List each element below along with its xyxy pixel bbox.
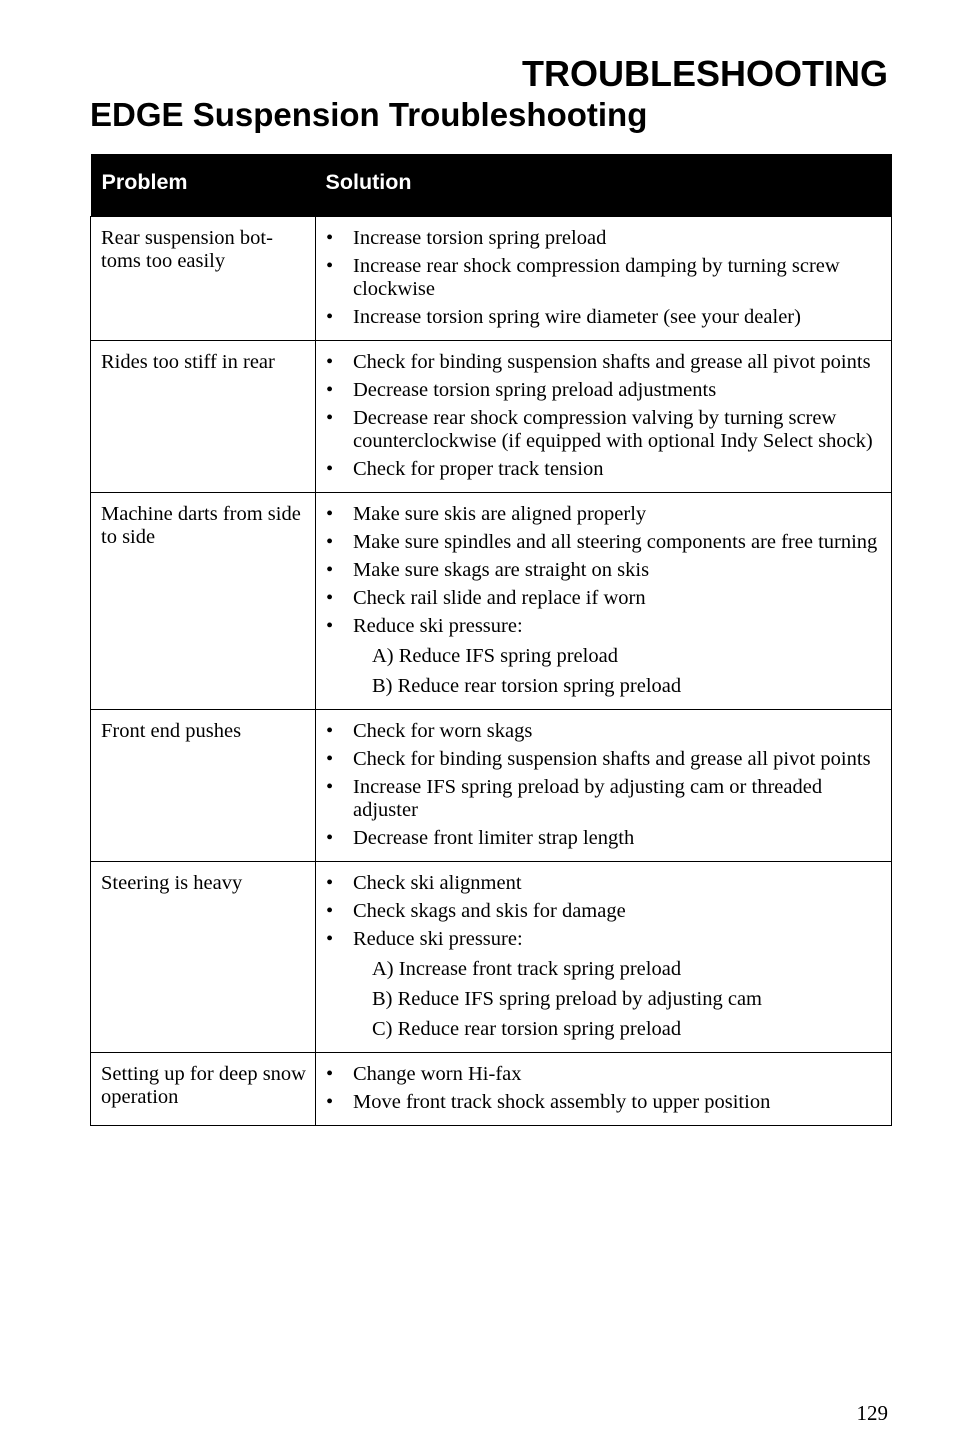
bullet-icon: •: [326, 351, 334, 373]
table-row: [91, 217, 892, 341]
problem-cell: [91, 710, 316, 862]
bullet-icon: •: [326, 1091, 334, 1113]
solution-item: [325, 748, 883, 771]
bullet-icon: •: [326, 615, 334, 637]
solution-list: [325, 351, 883, 481]
problem-text: Rear suspension bot- toms too easily: [101, 227, 273, 272]
solution-item: [325, 306, 883, 329]
solution-list: [325, 503, 883, 698]
page-title: EDGE Suspension Troubleshooting: [90, 96, 648, 133]
solution-item: [325, 559, 883, 582]
solution-text: Decrease front limiter strap length: [353, 827, 635, 849]
table-body: [91, 217, 892, 1126]
solution-cell: [316, 493, 892, 710]
problem-cell: [91, 1053, 316, 1126]
bullet-icon: •: [326, 720, 334, 742]
solution-text: Make sure skags are straight on skis: [353, 559, 650, 581]
solution-text: Increase torsion spring wire diameter (see your dealer): [353, 306, 801, 328]
sub-step: B) Reduce rear torsion spring preload: [372, 675, 682, 697]
bullet-icon: •: [326, 1063, 334, 1085]
solution-text: Check skags and skis for damage: [353, 900, 626, 922]
solution-item: [325, 587, 883, 610]
solution-text: Make sure skis are aligned properly: [353, 503, 647, 525]
bullet-icon: •: [326, 587, 334, 609]
troubleshooting-table: [90, 154, 892, 1126]
solution-text: Check rail slide and replace if worn: [353, 587, 646, 609]
section-title: TROUBLESHOOTING: [522, 53, 888, 94]
problem-text: Steering is heavy: [101, 872, 243, 894]
bullet-icon: •: [326, 748, 334, 770]
solution-item: [325, 531, 883, 554]
table-row: [91, 493, 892, 710]
solution-item: [325, 928, 883, 1041]
problem-text: Rides too stiff in rear: [101, 351, 275, 373]
solution-item: [325, 458, 883, 481]
solution-item: [325, 227, 883, 250]
solution-item: [325, 1063, 883, 1086]
solution-item: [325, 900, 883, 923]
solution-text: Reduce ski pressure:: [353, 615, 523, 637]
problem-text: Front end pushes: [101, 720, 242, 742]
solution-item: [325, 351, 883, 374]
solution-text: Make sure spindles and all steering components are free turning: [353, 531, 878, 553]
solution-item: [325, 720, 883, 743]
table-row: [91, 710, 892, 862]
solution-item: [325, 776, 883, 822]
solution-item: [325, 503, 883, 526]
solution-text: Check for binding suspension shafts and grease all pivot points: [353, 351, 871, 373]
bullet-icon: •: [326, 776, 334, 798]
sub-step: A) Reduce IFS spring preload: [372, 645, 618, 667]
solution-text: Check for binding suspension shafts and grease all pivot points: [353, 748, 871, 770]
bullet-icon: •: [326, 503, 334, 525]
table-header: [91, 154, 892, 217]
solution-text: Decrease rear shock compression valving by turning screw counterclockwise (if equipped with optional Indy Select shock): [353, 407, 873, 452]
solution-item: [325, 1091, 883, 1114]
solution-text: Check for worn skags: [353, 720, 533, 742]
bullet-icon: •: [326, 407, 334, 429]
solution-cell: [316, 1053, 892, 1126]
page-number: 129: [856, 1401, 888, 1425]
sub-step: B) Reduce IFS spring preload by adjusting cam: [372, 988, 763, 1010]
solution-item: [325, 255, 883, 301]
problem-text: Machine darts from side to side: [101, 503, 301, 548]
bullet-icon: •: [326, 827, 334, 849]
solution-text: Increase IFS spring preload by adjusting cam or threaded adjuster: [353, 776, 823, 821]
bullet-icon: •: [326, 531, 334, 553]
solution-cell: [316, 217, 892, 341]
solution-item: [325, 872, 883, 895]
problem-cell: [91, 493, 316, 710]
solution-item: [325, 615, 883, 698]
bullet-icon: •: [326, 306, 334, 328]
sub-step: A) Increase front track spring preload: [372, 958, 682, 980]
bullet-icon: •: [326, 227, 334, 249]
solution-text: Increase rear shock compression damping by turning screw clockwise: [353, 255, 840, 300]
solution-text: Move front track shock assembly to upper position: [353, 1091, 771, 1113]
problem-cell: [91, 217, 316, 341]
solution-item: [325, 379, 883, 402]
solution-list: [325, 1063, 883, 1114]
solution-text: Change worn Hi-fax: [353, 1063, 522, 1085]
bullet-icon: •: [326, 900, 334, 922]
solution-list: [325, 720, 883, 850]
solution-text: Check for proper track tension: [353, 458, 604, 480]
problem-cell: [91, 862, 316, 1053]
solution-text: Reduce ski pressure:: [353, 928, 523, 950]
column-header-problem: Problem: [91, 154, 316, 217]
solution-text: Check ski alignment: [353, 872, 522, 894]
solution-list: [325, 872, 883, 1041]
table-row: [91, 341, 892, 493]
solution-item: [325, 407, 883, 453]
table-row: [91, 1053, 892, 1126]
bullet-icon: •: [326, 559, 334, 581]
bullet-icon: •: [326, 255, 334, 277]
problem-cell: [91, 341, 316, 493]
sub-step: C) Reduce rear torsion spring preload: [372, 1018, 682, 1040]
bullet-icon: •: [326, 872, 334, 894]
solution-cell: [316, 341, 892, 493]
solution-text: Decrease torsion spring preload adjustments: [353, 379, 717, 401]
solution-text: Increase torsion spring preload: [353, 227, 607, 249]
bullet-icon: •: [326, 928, 334, 950]
bullet-icon: •: [326, 458, 334, 480]
solution-cell: [316, 862, 892, 1053]
problem-text: Setting up for deep snow operation: [101, 1063, 306, 1108]
bullet-icon: •: [326, 379, 334, 401]
table-row: [91, 862, 892, 1053]
solution-cell: [316, 710, 892, 862]
solution-item: [325, 827, 883, 850]
solution-list: [325, 227, 883, 329]
column-header-solution: Solution: [316, 154, 892, 217]
